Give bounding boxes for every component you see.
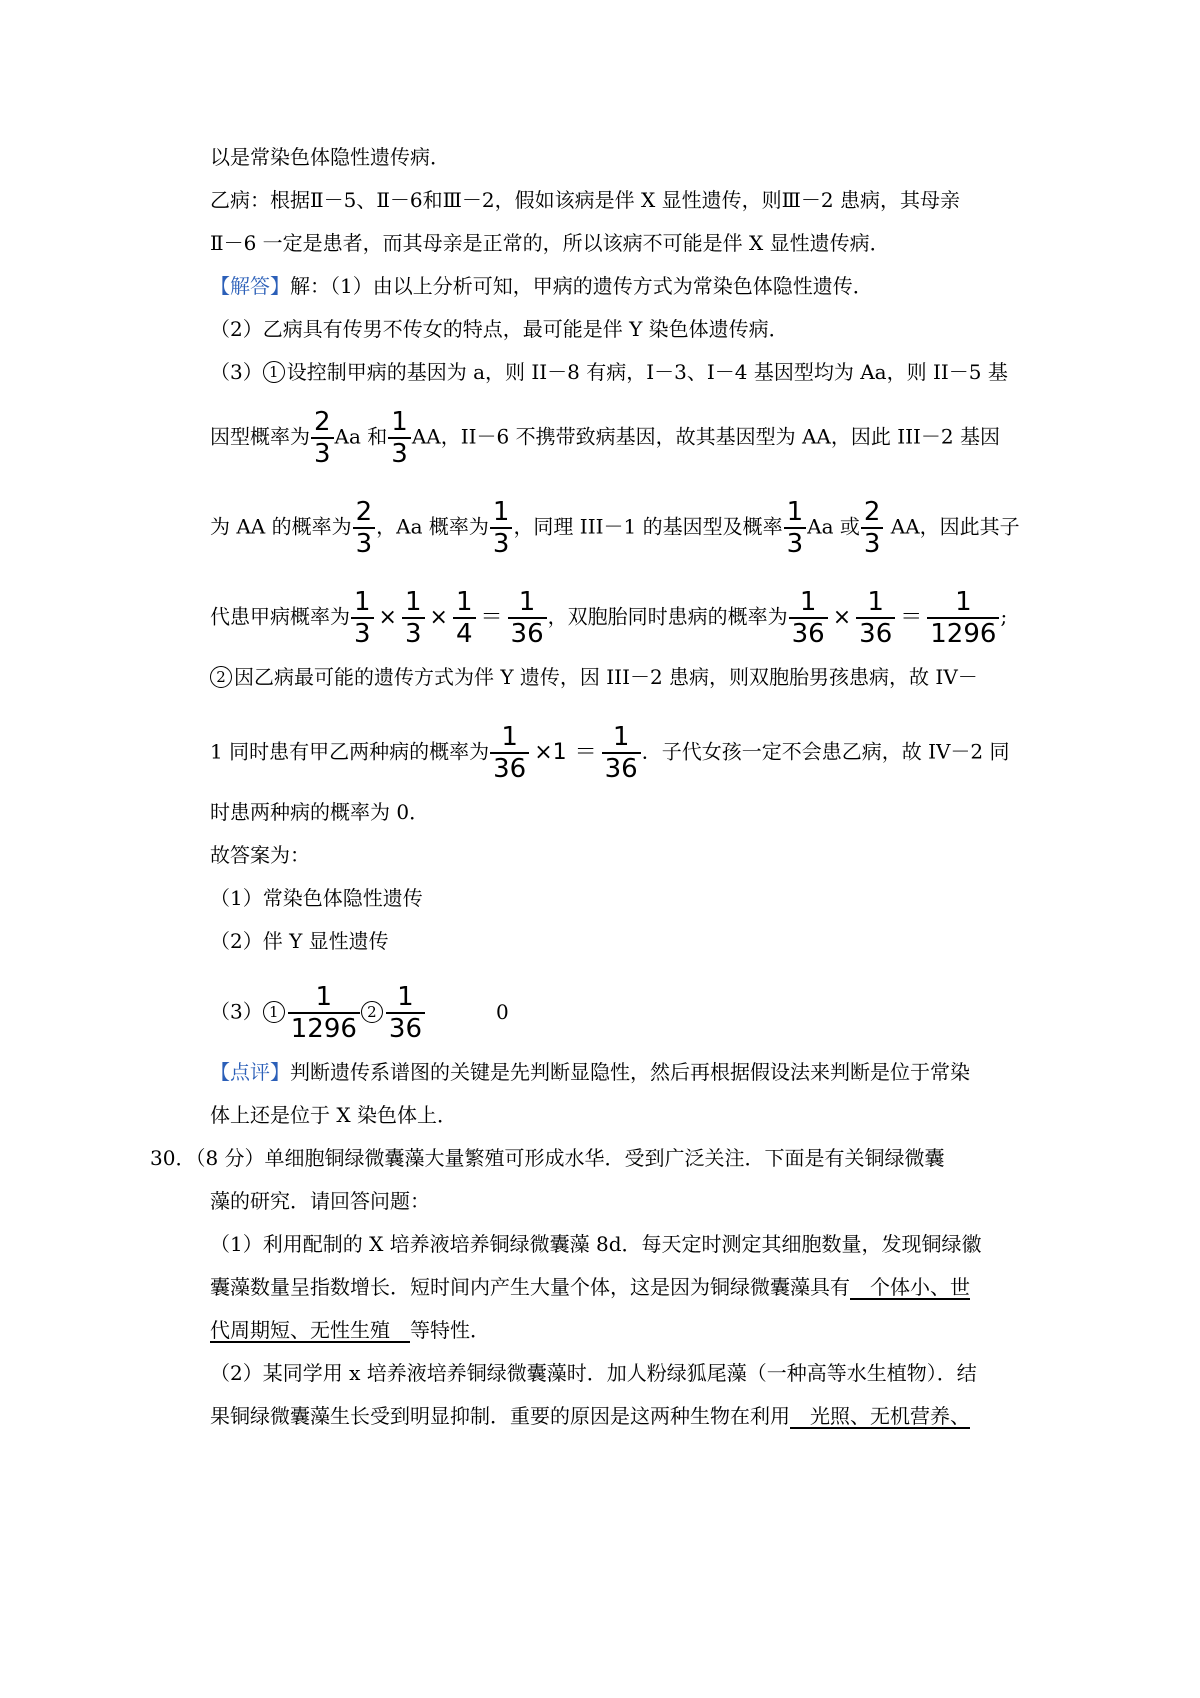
fraction xyxy=(789,587,828,649)
text-span: 判断遗传系谱图的关键是先判断显隐性，然后再根据假设法来判断是位于常染 xyxy=(290,1060,970,1084)
times-operator: × xyxy=(429,604,448,630)
text-line: 藻的研究．请回答问题： xyxy=(210,1189,430,1213)
fraction xyxy=(927,587,999,649)
text-span: 代患甲病概率为 xyxy=(210,604,350,629)
denominator: 3 xyxy=(490,527,513,559)
numerator: 1 xyxy=(492,497,510,527)
text-line: （2）乙病具有传男不传女的特点，最可能是伴 Y 染色体遗传病． xyxy=(210,317,789,341)
formula-line xyxy=(210,587,1007,649)
fraction xyxy=(784,497,807,559)
numerator: 1 xyxy=(397,982,414,1012)
text-line: Ⅱ－6 一定是患者，而其母亲是正常的，所以该病不可能是伴 X 显性遗传病． xyxy=(210,231,890,255)
circled-number: 2 xyxy=(210,666,232,688)
text-span: 1 同时患有甲乙两种病的概率为 xyxy=(210,739,490,764)
times-operator: × xyxy=(378,604,397,630)
denominator: 3 xyxy=(402,617,425,649)
denominator: 3 xyxy=(388,437,411,469)
comment-tag: 【点评】 xyxy=(210,1060,290,1084)
text-span: ．子代女孩一定不会患乙病，故 IV－2 同 xyxy=(641,739,1010,764)
formula-line xyxy=(210,407,1000,469)
denominator: 3 xyxy=(784,527,807,559)
numerator: 1 xyxy=(799,587,817,617)
text-span: 囊藻数量呈指数增长．短时间内产生大量个体，这是因为铜绿微囊藻具有 xyxy=(210,1275,850,1299)
denominator: 36 xyxy=(386,1012,425,1044)
denominator: 1296 xyxy=(288,1012,360,1044)
formula-line xyxy=(210,497,1020,559)
denominator: 3 xyxy=(311,437,334,469)
text-span: 设控制甲病的基因为 a，则 II－8 有病，I－3、I－4 基因型均为 Aa，则 II－5 基 xyxy=(286,360,1008,384)
fraction xyxy=(386,982,425,1044)
numerator: 1 xyxy=(867,587,884,617)
numerator: 2 xyxy=(355,497,373,527)
denominator: 3 xyxy=(861,527,884,559)
text-span: Aa 和 xyxy=(334,424,388,449)
numerator: 2 xyxy=(314,407,331,437)
question-title: 30．（8 分）单细胞铜绿微囊藻大量繁殖可形成水华．受到广泛关注．下面是有关铜绿微囊 xyxy=(150,1146,945,1170)
text-span: 果铜绿微囊藻生长受到明显抑制．重要的原因是这两种生物在利用 xyxy=(210,1404,790,1428)
formula-line xyxy=(210,722,1010,784)
underlined-answer: 个体小、世 xyxy=(850,1275,970,1299)
text-span: 等特性． xyxy=(410,1318,490,1342)
equals-operator: ＝ xyxy=(900,604,923,630)
fraction xyxy=(311,407,334,469)
circled-number: 1 xyxy=(263,1001,285,1023)
equals-operator: ＝ xyxy=(480,604,503,630)
denominator: 36 xyxy=(789,617,828,649)
text-span: 解：（1）由以上分析可知，甲病的遗传方式为常染色体隐性遗传． xyxy=(290,274,873,298)
text-span: ，双胞胎同时患病的概率为 xyxy=(547,604,788,629)
text-line: （1）利用配制的 X 培养液培养铜绿微囊藻 8d．每天定时测定其细胞数量，发现铜绿徽 xyxy=(210,1232,982,1256)
denominator: 1296 xyxy=(927,617,999,649)
underlined-answer: 光照、无机营养、 xyxy=(790,1404,970,1428)
times-operator: × xyxy=(832,604,852,630)
text-line: 以是常染色体隐性遗传病． xyxy=(210,145,450,169)
denominator: 4 xyxy=(453,617,476,649)
text-line xyxy=(210,1272,970,1302)
text-span: （3） xyxy=(210,999,263,1024)
circled-number: 1 xyxy=(263,361,285,383)
answer-tag: 【解答】 xyxy=(210,274,290,298)
text-line xyxy=(210,662,978,692)
equals-operator: ＝ xyxy=(574,739,597,765)
fraction xyxy=(351,587,374,649)
text-line xyxy=(210,1315,490,1345)
comment-line xyxy=(210,1057,970,1087)
circled-number: 2 xyxy=(361,1001,383,1023)
numerator: 2 xyxy=(863,497,881,527)
text-line: （1）常染色体隐性遗传 xyxy=(210,886,423,910)
text-span: Aa 或 xyxy=(807,514,860,539)
times-one: ×1 xyxy=(534,739,567,765)
text-line: 乙病：根据Ⅱ－5、Ⅱ－6和Ⅲ－2，假如该病是伴 X 显性遗传，则Ⅲ－2 患病，其母亲 xyxy=(210,188,960,212)
fraction xyxy=(353,497,376,559)
text-span: 因型概率为 xyxy=(210,424,310,449)
numerator: 1 xyxy=(518,587,536,617)
numerator: 1 xyxy=(955,587,972,617)
text-span: 为 AA 的概率为 xyxy=(210,514,352,539)
text-line xyxy=(210,357,1008,387)
text-span: ; xyxy=(1000,604,1008,629)
numerator: 1 xyxy=(354,587,371,617)
numerator: 1 xyxy=(404,587,422,617)
text-span: AA，II－6 不携带致病基因，故其基因型为 AA，因此 III－2 基因 xyxy=(411,424,1000,449)
text-span: （3） xyxy=(210,360,263,384)
denominator: 36 xyxy=(490,752,529,784)
text-span: ，Aa 概率为 xyxy=(376,514,489,539)
numerator: 1 xyxy=(455,587,473,617)
text-line: 体上还是位于 X 染色体上． xyxy=(210,1103,457,1127)
fraction xyxy=(402,587,425,649)
underlined-answer: 代周期短、无性生殖 xyxy=(210,1318,410,1342)
denominator: 3 xyxy=(351,617,374,649)
text-span: ，同理 III－1 的基因型及概率 xyxy=(513,514,783,539)
text-span: 因乙病最可能的遗传方式为伴 Y 遗传，因 III－2 患病，则双胞胎男孩患病，故 IV－ xyxy=(234,665,978,689)
denominator: 3 xyxy=(353,527,376,559)
fraction xyxy=(490,497,513,559)
fraction xyxy=(453,587,476,649)
denominator: 36 xyxy=(856,617,895,649)
text-line xyxy=(210,1401,970,1431)
fraction xyxy=(388,407,411,469)
formula-line xyxy=(210,982,509,1044)
denominator: 36 xyxy=(602,752,641,784)
answer-zero: 0 xyxy=(496,999,509,1024)
text-span: AA，因此其子 xyxy=(884,514,1020,539)
numerator: 1 xyxy=(501,722,518,752)
numerator: 1 xyxy=(315,982,333,1012)
fraction xyxy=(861,497,884,559)
numerator: 1 xyxy=(786,497,804,527)
fraction xyxy=(288,982,360,1044)
fraction xyxy=(508,587,547,649)
text-line: 时患两种病的概率为 0． xyxy=(210,800,430,824)
answer-line xyxy=(210,271,873,301)
denominator: 36 xyxy=(508,617,547,649)
fraction xyxy=(856,587,895,649)
text-line: （2）伴 Y 显性遗传 xyxy=(210,929,389,953)
numerator: 1 xyxy=(612,722,630,752)
text-line: 故答案为： xyxy=(210,843,310,867)
fraction xyxy=(602,722,641,784)
fraction xyxy=(490,722,529,784)
text-line: （2）某同学用 x 培养液培养铜绿微囊藻时．加人粉绿狐尾藻（一种高等水生植物）．结 xyxy=(210,1361,977,1385)
numerator: 1 xyxy=(391,407,408,437)
